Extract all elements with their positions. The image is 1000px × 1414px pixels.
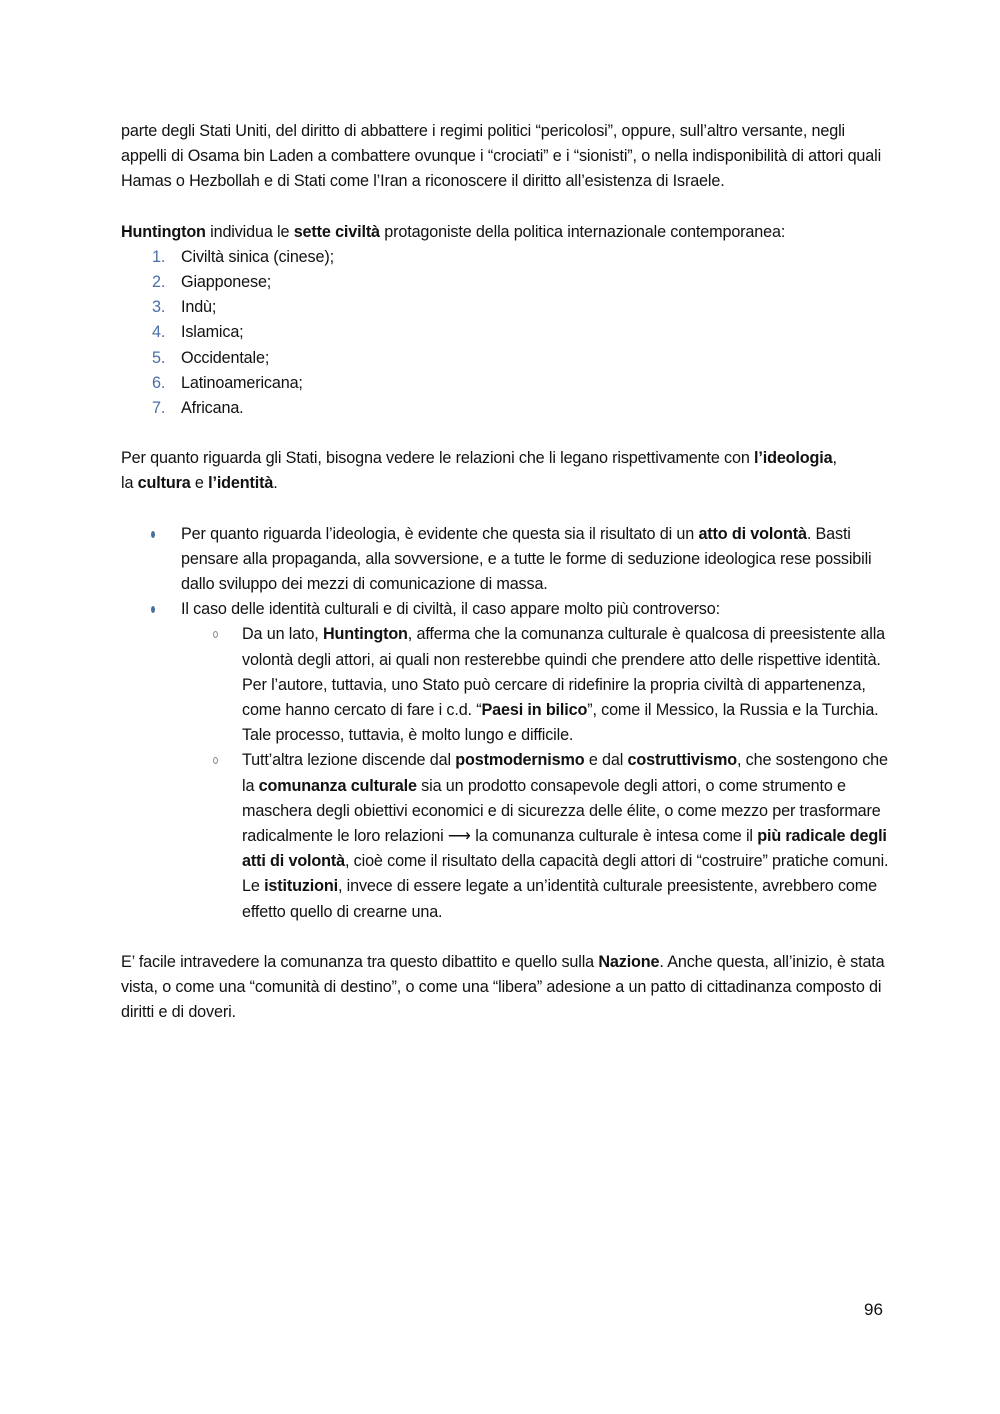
nazione-paragraph: E’ facile intravedere la comunanza tra questo dibattito e quello sulla Nazione. Anche questa, all’inizio, è stata vista, o come una “comunità di destino”, o come una “libera” adesione a un patto di cittadinanza composto di diritti e di doveri. [121,952,885,1022]
circle-bullet-icon [213,757,218,764]
civilizations-intro: Huntington individua le sette civiltà protagoniste della politica internazionale contemporanea: [121,222,786,241]
bold-atti-di-volonta: più radicale degli atti di volontà [242,827,887,871]
sub-item-costruttivismo: Tutt’altra lezione discende dal postmodernismo e dal costruttivismo, che sostengono che la comunanza culturale sia un prodotto consapevole degli attori, o come strumento e maschera degli obiettivi economici e di sicurezza delle élite, o come mezzo per trasformare radicalmente le loro relazioni ⟶ la comunanza culturale è intesa come il più radicale degli atti di volontà, cioè come il risultato della capacità degli attori di “costruire” pratiche comuni. Le istituzioni, invece di essere legate a un’identità culturale preesistente, avrebbero come effetto quello di crearne una. [181,748,889,924]
bold-costruttivismo: costruttivismo [627,751,737,770]
bullet-icon [151,531,155,538]
stati-paragraph: Per quanto riguarda gli Stati, bisogna vedere le relazioni che li legano rispettivamente con l’ideologia, la cultura e l’identità. [121,449,837,493]
bold-atto-di-volonta: atto di volontà [698,524,807,543]
bold-ideologia: l’ideologia [754,449,833,468]
list-item: 7. Africana. [152,399,244,418]
bold-cultura: cultura [137,474,191,493]
bold-istituzioni: istituzioni [264,877,338,896]
sub-list [181,622,889,924]
bold-sette-civilta: sette civiltà [293,222,380,241]
bullet-item-ideologia: Per quanto riguarda l’ideologia, è evidente che questa sia il risultato di un atto di volontà. Basti pensare alla propaganda, alla sovversione, e a tutte le forme di seduzione ideologica rese possibili dallo sviluppo dei mezzi di comunicazione di massa. [121,522,889,598]
circle-bullet-icon [213,631,218,638]
bold-paesi-in-bilico: Paesi in bilico [481,701,588,720]
page-number: 96 [864,1300,883,1319]
list-item: 6. Latinoamericana; [152,373,303,392]
bullet-item-identita: Il caso delle identità culturali e di civiltà, il caso appare molto più controverso: Da un lato, Huntington, afferma che la comunanza culturale è qualcosa di preesistente alla volontà degli attori, ai quali non resterebbe quindi che prendere atto delle rispettive identità. Per l’autore, tuttavia, uno Stato può cercare di ridefinire la propria civiltà di appartenenza, come hanno cercato di fare i c.d. “Paesi in bilico”, come il Messico, la Russia e la Turchia. Tale processo, tuttavia, è molto lungo e difficile. Tutt’altra lezione discende dal postmodernismo e dal costruttivismo, che sostengono che la comunanza culturale sia un prodotto consapevole degli attori, o come strumento e maschera degli obiettivi economici e di sicurezza delle élite, o come mezzo per trasformare radicalmente le loro relazioni ⟶ la comunanza culturale è intesa come il più radicale degli atti di volontà, cioè come il risultato della capacità degli attori di “costruire” pratiche comuni. Le istituzioni, invece di essere legate a un’identità culturale preesistente, avrebbero come effetto quello di crearne una. [121,597,889,925]
bold-huntington: Huntington [121,222,206,241]
list-item: 3. Indù; [152,298,217,317]
bullet-list [121,522,889,925]
intro-paragraph: parte degli Stati Uniti, del diritto di abbattere i regimi politici “pericolosi”, oppure, sull’altro versante, negli appelli di Osama bin Laden a combattere ovunque i “crociati” e i “sionisti”, o nella indisponibilità di attori quali Hamas o Hezbollah e di Stati come l’Iran a riconoscere il diritto all’esistenza di Israele. [121,122,882,191]
sub-item-huntington: Da un lato, Huntington, afferma che la comunanza culturale è qualcosa di preesistente alla volontà degli attori, ai quali non resterebbe quindi che prendere atto delle rispettive identità. Per l’autore, tuttavia, uno Stato può cercare di ridefinire la propria civiltà di appartenenza, come hanno cercato di fare i c.d. “Paesi in bilico”, come il Messico, la Russia e la Turchia. Tale processo, tuttavia, è molto lungo e difficile. [181,622,889,748]
list-item: 4. Islamica; [152,323,244,342]
bold-comunanza-culturale: comunanza culturale [258,776,417,795]
civilizations-list [121,245,889,421]
list-item: 1. Civiltà sinica (cinese); [152,247,334,266]
bold-identita: l’identità [208,474,274,493]
bold-postmodernismo: postmodernismo [455,751,585,770]
arrow-right-icon: ⟶ [447,827,471,846]
list-item: 5. Occidentale; [152,348,270,367]
bold-nazione: Nazione [598,952,660,971]
bold-huntington-2: Huntington [323,625,408,644]
bullet-icon [151,606,155,613]
list-item: 2. Giapponese; [152,273,272,292]
page-body [121,119,889,1026]
